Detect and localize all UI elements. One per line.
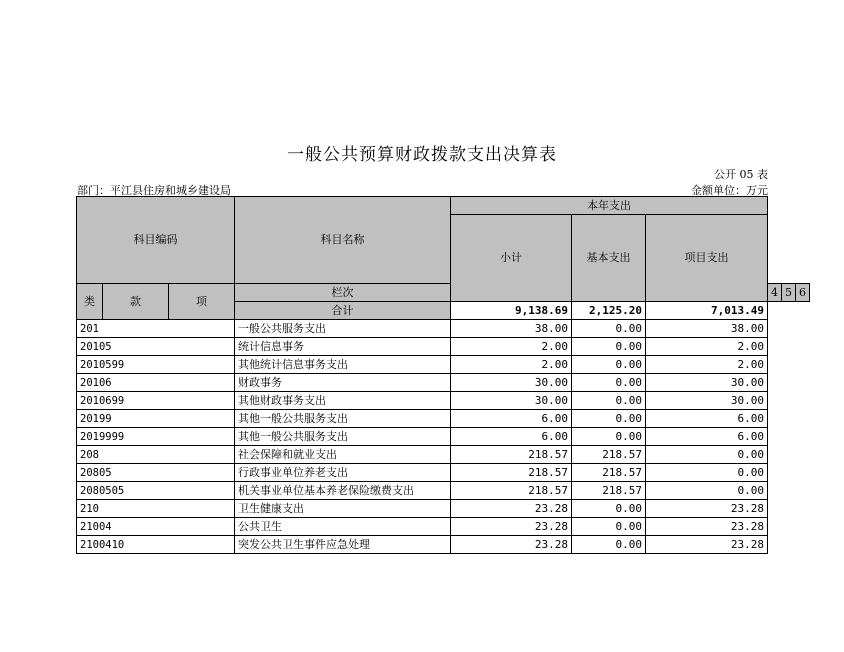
row-code: 2010699	[77, 392, 235, 410]
unit-label: 金额单位：万元	[691, 184, 768, 197]
row-project: 6.00	[646, 428, 768, 446]
row-name: 公共卫生	[235, 518, 451, 536]
row-code: 2100410	[77, 536, 235, 554]
row-subtotal: 2.00	[451, 356, 572, 374]
header-xiang: 项	[169, 284, 235, 320]
table-row	[77, 518, 810, 536]
row-basic: 0.00	[572, 338, 646, 356]
row-name: 卫生健康支出	[235, 500, 451, 518]
header-kuan: 款	[103, 284, 169, 320]
table-row	[77, 500, 810, 518]
row-basic: 0.00	[572, 410, 646, 428]
row-subtotal: 23.28	[451, 500, 572, 518]
row-basic: 0.00	[572, 356, 646, 374]
header-col-4: 4	[768, 284, 782, 302]
table-body	[77, 197, 810, 554]
row-subtotal: 6.00	[451, 410, 572, 428]
row-name: 社会保障和就业支出	[235, 446, 451, 464]
document-title: 一般公共预算财政拨款支出决算表	[287, 145, 557, 165]
row-name: 其他一般公共服务支出	[235, 428, 451, 446]
row-name: 其他统计信息事务支出	[235, 356, 451, 374]
row-name: 一般公共服务支出	[235, 320, 451, 338]
table-row	[77, 320, 810, 338]
row-code: 2019999	[77, 428, 235, 446]
row-project: 6.00	[646, 410, 768, 428]
table-row	[77, 356, 810, 374]
header-subject-code: 科目编码	[77, 197, 235, 284]
header-col-6: 6	[796, 284, 810, 302]
table-row	[77, 338, 810, 356]
row-subtotal: 6.00	[451, 428, 572, 446]
total-project: 7,013.49	[646, 302, 768, 320]
header-current-year-expense: 本年支出	[451, 197, 768, 215]
total-basic: 2,125.20	[572, 302, 646, 320]
table-row	[77, 482, 810, 500]
row-project: 2.00	[646, 338, 768, 356]
row-project: 0.00	[646, 482, 768, 500]
row-code: 20805	[77, 464, 235, 482]
row-subtotal: 23.28	[451, 518, 572, 536]
row-subtotal: 218.57	[451, 464, 572, 482]
row-name: 财政事务	[235, 374, 451, 392]
header-col-5: 5	[782, 284, 796, 302]
total-label: 合计	[235, 302, 451, 320]
table-row	[77, 428, 810, 446]
expense-table	[76, 196, 810, 554]
row-code: 208	[77, 446, 235, 464]
table-row	[77, 410, 810, 428]
row-basic: 0.00	[572, 518, 646, 536]
row-basic: 0.00	[572, 392, 646, 410]
table-row	[77, 536, 810, 554]
row-name: 其他一般公共服务支出	[235, 410, 451, 428]
department-label: 部门：平江县住房和城乡建设局	[77, 184, 231, 197]
row-project: 30.00	[646, 374, 768, 392]
row-project: 38.00	[646, 320, 768, 338]
header-column-row: 栏次	[235, 284, 451, 302]
row-basic: 218.57	[572, 464, 646, 482]
row-code: 20105	[77, 338, 235, 356]
row-project: 23.28	[646, 518, 768, 536]
row-basic: 0.00	[572, 428, 646, 446]
row-basic: 218.57	[572, 446, 646, 464]
row-basic: 0.00	[572, 320, 646, 338]
row-code: 2010599	[77, 356, 235, 374]
header-subject-name: 科目名称	[235, 197, 451, 284]
row-basic: 218.57	[572, 482, 646, 500]
row-subtotal: 2.00	[451, 338, 572, 356]
row-project: 30.00	[646, 392, 768, 410]
row-name: 统计信息事务	[235, 338, 451, 356]
row-code: 21004	[77, 518, 235, 536]
row-project: 2.00	[646, 356, 768, 374]
table-row	[77, 392, 810, 410]
row-subtotal: 218.57	[451, 482, 572, 500]
row-name: 其他财政事务支出	[235, 392, 451, 410]
row-subtotal: 218.57	[451, 446, 572, 464]
row-name: 机关事业单位基本养老保险缴费支出	[235, 482, 451, 500]
header-basic-expense: 基本支出	[572, 215, 646, 302]
table-row	[77, 446, 810, 464]
header-lei: 类	[77, 284, 103, 320]
table-row	[77, 464, 810, 482]
row-basic: 0.00	[572, 500, 646, 518]
table-row	[77, 374, 810, 392]
row-subtotal: 30.00	[451, 374, 572, 392]
row-project: 23.28	[646, 500, 768, 518]
row-basic: 0.00	[572, 536, 646, 554]
row-subtotal: 30.00	[451, 392, 572, 410]
row-code: 20106	[77, 374, 235, 392]
row-code: 201	[77, 320, 235, 338]
header-project-expense: 项目支出	[646, 215, 768, 302]
row-code: 20199	[77, 410, 235, 428]
row-project: 23.28	[646, 536, 768, 554]
header-subtotal: 小计	[451, 215, 572, 302]
row-code: 210	[77, 500, 235, 518]
row-code: 2080505	[77, 482, 235, 500]
row-project: 0.00	[646, 446, 768, 464]
row-name: 行政事业单位养老支出	[235, 464, 451, 482]
row-subtotal: 38.00	[451, 320, 572, 338]
row-name: 突发公共卫生事件应急处理	[235, 536, 451, 554]
row-project: 0.00	[646, 464, 768, 482]
total-subtotal: 9,138.69	[451, 302, 572, 320]
row-basic: 0.00	[572, 374, 646, 392]
form-code: 公开 05 表	[714, 168, 768, 181]
row-subtotal: 23.28	[451, 536, 572, 554]
